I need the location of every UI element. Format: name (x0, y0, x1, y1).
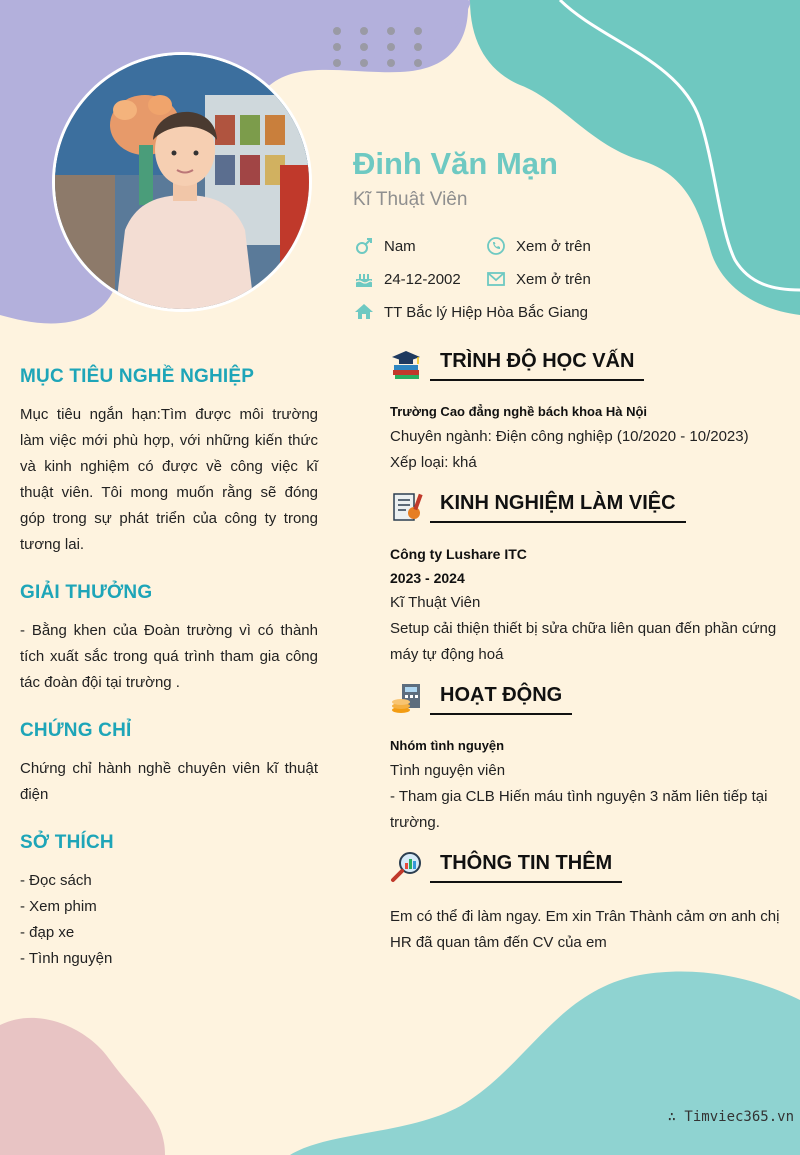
hobby-item: - Đọc sách (20, 872, 92, 889)
activities-description: - Tham gia CLB Hiến máu tình nguyện 3 năm liên tiếp tại trường. (390, 788, 768, 831)
additional-heading: THÔNG TIN THÊM (430, 852, 622, 883)
additional-section (390, 852, 785, 956)
additional-text: Em có thể đi làm ngay. Em xin Trân Thành cảm ơn anh chị HR đã quan tâm đến CV của em (390, 908, 780, 951)
experience-position: Kĩ Thuật Viên (390, 594, 481, 611)
email-value: Xem ở trên (516, 270, 591, 288)
certificates-section (20, 720, 318, 808)
address-value: TT Bắc lý Hiệp Hòa Bắc Giang (384, 303, 588, 321)
hobby-item: - Tình nguyện (20, 950, 113, 967)
home-icon (353, 301, 375, 323)
left-column (20, 366, 318, 996)
education-grade: Xếp loại: khá (390, 454, 477, 471)
coins-calculator-icon (390, 682, 424, 716)
awards-heading: GIẢI THƯỞNG (20, 582, 153, 603)
bottom-teal-blob (290, 972, 800, 1155)
activities-heading: HOẠT ĐỘNG (430, 684, 572, 715)
certificates-heading: CHỨNG CHỈ (20, 720, 132, 741)
info-address (353, 301, 588, 323)
activities-org: Nhóm tình nguyện (390, 738, 505, 753)
hobbies-heading: SỞ THÍCH (20, 832, 114, 853)
info-phone (485, 235, 591, 257)
pink-blob (0, 1018, 165, 1155)
email-icon (485, 268, 507, 290)
experience-company: Công ty Lushare ITC (390, 546, 527, 562)
objective-heading: MỤC TIÊU NGHỀ NGHIỆP (20, 366, 255, 387)
experience-heading: KINH NGHIỆM LÀM VIỆC (430, 492, 686, 523)
candidate-job-title: Kĩ Thuật Viên (353, 189, 468, 210)
education-heading: TRÌNH ĐỘ HỌC VẤN (430, 350, 644, 381)
gender-value: Nam (384, 237, 416, 255)
info-gender (353, 235, 416, 257)
birthday-cake-icon (353, 268, 375, 290)
education-section (390, 350, 785, 476)
phone-value: Xem ở trên (516, 237, 591, 255)
info-birthday (353, 268, 461, 290)
hobbies-list (20, 868, 318, 972)
hobby-item: - đạp xe (20, 924, 75, 941)
objective-text: Mục tiêu ngắn hạn:Tìm được môi trường làm việc mới phù hợp, với những kiến thức và kinh nghiệm có được về công việc kĩ thuật viên. Tôi mong muốn rằng sẽ đóng góp trong sự phát triển của công ty trong tương lai. (20, 406, 318, 553)
phone-icon (485, 235, 507, 257)
magnifier-chart-icon (390, 850, 424, 884)
experience-section (390, 492, 785, 668)
experience-period: 2023 - 2024 (390, 570, 465, 586)
experience-description: Setup cải thiện thiết bị sửa chữa liên quan đến phần cứng máy tự động hoá (390, 620, 777, 663)
hobby-item: - Xem phim (20, 898, 97, 915)
footer-brand: ∴ Timviec365.vn (667, 1109, 794, 1125)
activities-section (390, 684, 785, 836)
education-school: Trường Cao đẳng nghề bách khoa Hà Nội (390, 404, 648, 419)
candidate-name: Đinh Văn Mạn (353, 146, 558, 181)
birthday-value: 24-12-2002 (384, 270, 461, 288)
graduation-books-icon (390, 348, 424, 382)
hobbies-section (20, 832, 318, 972)
objective-section (20, 366, 318, 558)
awards-text: - Bằng khen của Đoàn trường vì có thành tích xuất sắc trong quá trình tham gia công tác đoàn đội tại trường . (20, 622, 318, 691)
education-major: Chuyên ngành: Điện công nghiệp (10/2020 - 10/2023) (390, 428, 749, 445)
profile-photo (52, 52, 312, 312)
awards-section (20, 582, 318, 696)
info-email (485, 268, 591, 290)
activities-role: Tình nguyện viên (390, 762, 506, 779)
work-document-icon (390, 490, 424, 524)
certificates-text: Chứng chỉ hành nghề chuyên viên kĩ thuật điện (20, 760, 318, 803)
gender-icon (353, 235, 375, 257)
